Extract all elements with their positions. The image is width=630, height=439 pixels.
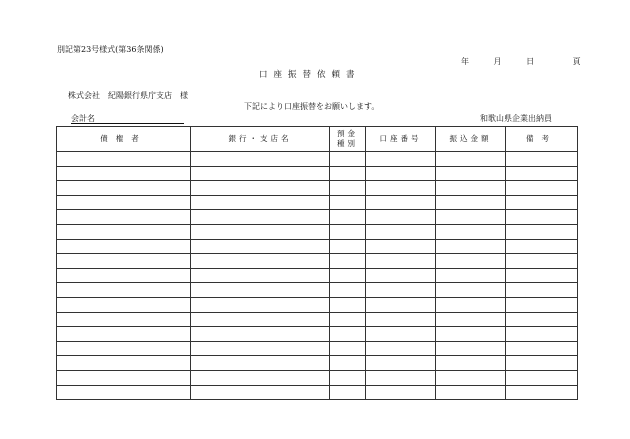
cell-bank-branch[interactable]	[191, 166, 330, 181]
cell-amount[interactable]	[436, 283, 506, 298]
cell-amount[interactable]	[436, 239, 506, 254]
cell-account-number[interactable]	[366, 341, 436, 356]
cell-deposit-type[interactable]	[330, 210, 366, 225]
cell-deposit-type[interactable]	[330, 239, 366, 254]
cell-bank-branch[interactable]	[191, 195, 330, 210]
table-row	[57, 239, 578, 254]
table-row	[57, 312, 578, 327]
cell-amount[interactable]	[436, 385, 506, 400]
cell-creditor[interactable]	[57, 283, 191, 298]
cell-deposit-type[interactable]	[330, 341, 366, 356]
cell-bank-branch[interactable]	[191, 268, 330, 283]
cell-amount[interactable]	[436, 341, 506, 356]
cell-deposit-type[interactable]	[330, 224, 366, 239]
cell-remarks[interactable]	[506, 210, 578, 225]
header-remarks: 備考	[506, 127, 578, 152]
cell-bank-branch[interactable]	[191, 181, 330, 196]
table-row	[57, 195, 578, 210]
cell-creditor[interactable]	[57, 224, 191, 239]
cell-deposit-type[interactable]	[330, 195, 366, 210]
cell-amount[interactable]	[436, 370, 506, 385]
cell-creditor[interactable]	[57, 370, 191, 385]
cell-creditor[interactable]	[57, 312, 191, 327]
cell-account-number[interactable]	[366, 239, 436, 254]
year-label: 年	[461, 57, 469, 66]
addressee: 株式会社 紀陽銀行県庁支店 様	[68, 91, 188, 100]
cell-amount[interactable]	[436, 268, 506, 283]
month-label: 月	[493, 57, 502, 66]
cell-creditor[interactable]	[57, 356, 191, 371]
cell-account-number[interactable]	[366, 181, 436, 196]
issuer: 和歌山県企業出納員	[480, 114, 552, 123]
cell-account-number[interactable]	[366, 327, 436, 342]
cell-account-number[interactable]	[366, 224, 436, 239]
cell-bank-branch[interactable]	[191, 327, 330, 342]
cell-remarks[interactable]	[506, 254, 578, 269]
cell-amount[interactable]	[436, 356, 506, 371]
table-row	[57, 297, 578, 312]
cell-account-number[interactable]	[366, 195, 436, 210]
cell-creditor[interactable]	[57, 268, 191, 283]
cell-bank-branch[interactable]	[191, 297, 330, 312]
table-body	[57, 152, 578, 400]
cell-account-number[interactable]	[366, 297, 436, 312]
cell-bank-branch[interactable]	[191, 239, 330, 254]
cell-remarks[interactable]	[506, 283, 578, 298]
page-label: 頁	[572, 57, 581, 66]
cell-account-number[interactable]	[366, 356, 436, 371]
table-row	[57, 356, 578, 371]
table-row	[57, 181, 578, 196]
header-creditor: 債権者	[57, 127, 191, 152]
cell-creditor[interactable]	[57, 239, 191, 254]
cell-deposit-type[interactable]	[330, 181, 366, 196]
cell-amount[interactable]	[436, 224, 506, 239]
cell-remarks[interactable]	[506, 341, 578, 356]
cell-creditor[interactable]	[57, 181, 191, 196]
cell-amount[interactable]	[436, 181, 506, 196]
cell-deposit-type[interactable]	[330, 385, 366, 400]
table-row	[57, 370, 578, 385]
table-row	[57, 224, 578, 239]
cell-creditor[interactable]	[57, 385, 191, 400]
cell-bank-branch[interactable]	[191, 385, 330, 400]
table-row	[57, 166, 578, 181]
cell-amount[interactable]	[436, 254, 506, 269]
cell-remarks[interactable]	[506, 239, 578, 254]
cell-bank-branch[interactable]	[191, 210, 330, 225]
cell-bank-branch[interactable]	[191, 283, 330, 298]
cell-account-number[interactable]	[366, 385, 436, 400]
table-row	[57, 152, 578, 167]
cell-creditor[interactable]	[57, 195, 191, 210]
cell-remarks[interactable]	[506, 370, 578, 385]
cell-bank-branch[interactable]	[191, 224, 330, 239]
cell-remarks[interactable]	[506, 152, 578, 167]
request-text: 下記により口座振替をお願いします。	[244, 102, 380, 111]
cell-deposit-type[interactable]	[330, 152, 366, 167]
accounting-name-label: 会計名	[71, 114, 95, 123]
cell-remarks[interactable]	[506, 356, 578, 371]
day-label: 日	[526, 57, 535, 66]
cell-remarks[interactable]	[506, 268, 578, 283]
header-bank-branch: 銀行・支店名	[191, 127, 330, 152]
cell-deposit-type[interactable]	[330, 312, 366, 327]
header-deposit-type: 預金 種別	[330, 127, 366, 152]
cell-creditor[interactable]	[57, 327, 191, 342]
cell-amount[interactable]	[436, 166, 506, 181]
cell-bank-branch[interactable]	[191, 254, 330, 269]
cell-account-number[interactable]	[366, 312, 436, 327]
cell-remarks[interactable]	[506, 181, 578, 196]
cell-deposit-type[interactable]	[330, 356, 366, 371]
cell-creditor[interactable]	[57, 341, 191, 356]
header-account-number: 口座番号	[366, 127, 436, 152]
header-amount: 振込金額	[436, 127, 506, 152]
cell-creditor[interactable]	[57, 210, 191, 225]
cell-amount[interactable]	[436, 152, 506, 167]
cell-deposit-type[interactable]	[330, 327, 366, 342]
cell-account-number[interactable]	[366, 254, 436, 269]
form-reference: 別記第23号様式(第36条関係)	[57, 45, 164, 54]
cell-remarks[interactable]	[506, 327, 578, 342]
cell-deposit-type[interactable]	[330, 283, 366, 298]
cell-bank-branch[interactable]	[191, 312, 330, 327]
cell-remarks[interactable]	[506, 166, 578, 181]
cell-remarks[interactable]	[506, 195, 578, 210]
cell-amount[interactable]	[436, 327, 506, 342]
document-title: 口座振替依頼書	[259, 70, 361, 80]
cell-account-number[interactable]	[366, 268, 436, 283]
cell-deposit-type[interactable]	[330, 297, 366, 312]
table-row	[57, 254, 578, 269]
cell-account-number[interactable]	[366, 166, 436, 181]
cell-amount[interactable]	[436, 195, 506, 210]
cell-account-number[interactable]	[366, 152, 436, 167]
cell-bank-branch[interactable]	[191, 370, 330, 385]
table-header-row	[57, 127, 578, 152]
cell-account-number[interactable]	[366, 210, 436, 225]
cell-creditor[interactable]	[57, 254, 191, 269]
cell-creditor[interactable]	[57, 166, 191, 181]
cell-deposit-type[interactable]	[330, 268, 366, 283]
cell-remarks[interactable]	[506, 297, 578, 312]
cell-bank-branch[interactable]	[191, 341, 330, 356]
table-row	[57, 385, 578, 400]
cell-deposit-type[interactable]	[330, 370, 366, 385]
transfer-table	[56, 126, 578, 400]
cell-bank-branch[interactable]	[191, 152, 330, 167]
cell-remarks[interactable]	[506, 312, 578, 327]
cell-deposit-type[interactable]	[330, 254, 366, 269]
cell-deposit-type[interactable]	[330, 166, 366, 181]
accounting-name-field[interactable]	[71, 123, 184, 124]
table-row	[57, 268, 578, 283]
cell-amount[interactable]	[436, 297, 506, 312]
cell-creditor[interactable]	[57, 152, 191, 167]
cell-amount[interactable]	[436, 210, 506, 225]
table-row	[57, 283, 578, 298]
cell-creditor[interactable]	[57, 297, 191, 312]
cell-account-number[interactable]	[366, 370, 436, 385]
cell-remarks[interactable]	[506, 224, 578, 239]
table-row	[57, 341, 578, 356]
cell-remarks[interactable]	[506, 385, 578, 400]
date-fields	[461, 56, 581, 67]
cell-bank-branch[interactable]	[191, 356, 330, 371]
cell-amount[interactable]	[436, 312, 506, 327]
cell-account-number[interactable]	[366, 283, 436, 298]
table-row	[57, 327, 578, 342]
table-row	[57, 210, 578, 225]
